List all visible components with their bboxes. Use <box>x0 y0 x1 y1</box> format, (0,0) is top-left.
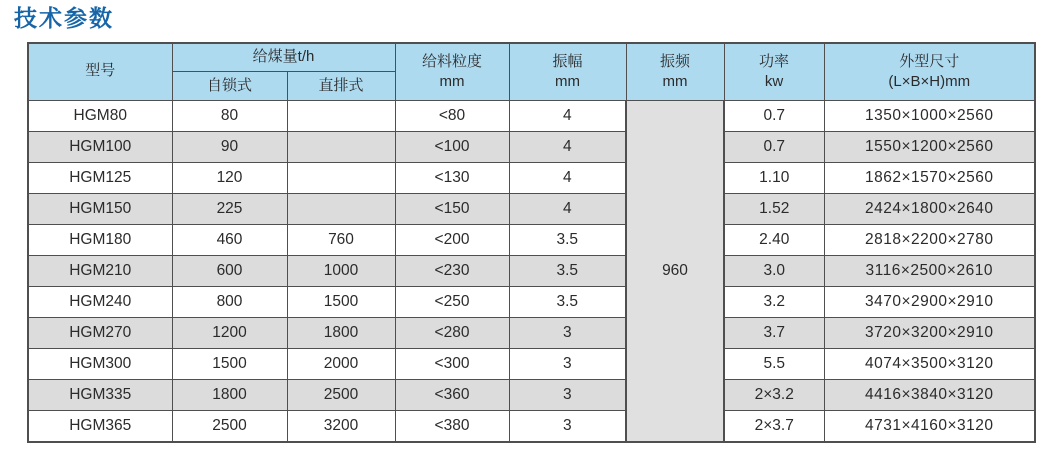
direct-cell <box>287 101 395 132</box>
amplitude-cell: 3.5 <box>509 256 626 287</box>
power-cell: 0.7 <box>724 132 824 163</box>
dimensions-cell: 3470×2900×2910 <box>824 287 1035 318</box>
header-line: mm <box>555 72 580 90</box>
dimensions-cell: 3116×2500×2610 <box>824 256 1035 287</box>
direct-cell: 1000 <box>287 256 395 287</box>
table-row <box>28 380 1035 411</box>
header-line: 外型尺寸 <box>899 53 960 71</box>
direct-cell: 1500 <box>287 287 395 318</box>
model-cell: HGM335 <box>28 380 172 411</box>
technical-parameters-table <box>27 42 1036 443</box>
direct-cell: 3200 <box>287 411 395 442</box>
amplitude-cell: 4 <box>509 132 626 163</box>
dimensions-cell: 1862×1570×2560 <box>824 163 1035 194</box>
particle-size-cell: <150 <box>395 194 509 225</box>
self-locking-cell: 600 <box>172 256 287 287</box>
self-locking-cell: 460 <box>172 225 287 256</box>
direct-cell: 760 <box>287 225 395 256</box>
particle-size-cell: <200 <box>395 225 509 256</box>
amplitude-cell: 3 <box>509 349 626 380</box>
amplitude-cell: 4 <box>509 163 626 194</box>
col-header-amplitude <box>509 43 626 101</box>
table-row <box>28 194 1035 225</box>
model-cell: HGM180 <box>28 225 172 256</box>
self-locking-cell: 80 <box>172 101 287 132</box>
table-row <box>28 318 1035 349</box>
self-locking-cell: 2500 <box>172 411 287 442</box>
particle-size-cell: <250 <box>395 287 509 318</box>
table-row <box>28 256 1035 287</box>
amplitude-cell: 3 <box>509 318 626 349</box>
self-locking-cell: 1500 <box>172 349 287 380</box>
col-header-coal-feed-group: 给煤量t/h <box>172 43 395 72</box>
model-cell: HGM210 <box>28 256 172 287</box>
self-locking-cell: 225 <box>172 194 287 225</box>
self-locking-cell: 120 <box>172 163 287 194</box>
amplitude-cell: 3 <box>509 411 626 442</box>
direct-cell: 2500 <box>287 380 395 411</box>
table-row <box>28 132 1035 163</box>
table-row <box>28 225 1035 256</box>
direct-cell <box>287 194 395 225</box>
col-header-power <box>724 43 824 101</box>
particle-size-cell: <280 <box>395 318 509 349</box>
model-cell: HGM365 <box>28 411 172 442</box>
spec-table-body <box>28 101 1035 442</box>
particle-size-cell: <230 <box>395 256 509 287</box>
self-locking-cell: 800 <box>172 287 287 318</box>
direct-cell: 2000 <box>287 349 395 380</box>
dimensions-cell: 1350×1000×2560 <box>824 101 1035 132</box>
model-cell: HGM80 <box>28 101 172 132</box>
model-cell: HGM150 <box>28 194 172 225</box>
table-row <box>28 101 1035 132</box>
frequency-merged-cell: 960 <box>626 101 724 442</box>
col-header-direct: 直排式 <box>287 72 395 101</box>
power-cell: 0.7 <box>724 101 824 132</box>
amplitude-cell: 3.5 <box>509 225 626 256</box>
dimensions-cell: 2424×1800×2640 <box>824 194 1035 225</box>
direct-cell: 1800 <box>287 318 395 349</box>
dimensions-cell: 1550×1200×2560 <box>824 132 1035 163</box>
col-header-dimensions <box>824 43 1035 101</box>
dimensions-cell: 4074×3500×3120 <box>824 349 1035 380</box>
header-line: 振频 <box>659 53 690 71</box>
amplitude-cell: 3 <box>509 380 626 411</box>
amplitude-cell: 3.5 <box>509 287 626 318</box>
table-header <box>28 43 1035 101</box>
model-cell: HGM270 <box>28 318 172 349</box>
power-cell: 3.0 <box>724 256 824 287</box>
table-row <box>28 349 1035 380</box>
direct-cell <box>287 132 395 163</box>
dimensions-cell: 2818×2200×2780 <box>824 225 1035 256</box>
particle-size-cell: <380 <box>395 411 509 442</box>
col-header-frequency <box>626 43 724 101</box>
self-locking-cell: 1200 <box>172 318 287 349</box>
particle-size-cell: <130 <box>395 163 509 194</box>
direct-cell <box>287 163 395 194</box>
header-line: 功率 <box>758 53 789 71</box>
header-line: (L×B×H)mm <box>888 72 971 90</box>
model-cell: HGM300 <box>28 349 172 380</box>
dimensions-cell: 3720×3200×2910 <box>824 318 1035 349</box>
power-cell: 2.40 <box>724 225 824 256</box>
col-header-model: 型号 <box>28 43 172 101</box>
table-row <box>28 163 1035 194</box>
dimensions-cell: 4416×3840×3120 <box>824 380 1035 411</box>
model-cell: HGM100 <box>28 132 172 163</box>
dimensions-cell: 4731×4160×3120 <box>824 411 1035 442</box>
amplitude-cell: 4 <box>509 194 626 225</box>
model-cell: HGM240 <box>28 287 172 318</box>
amplitude-cell: 4 <box>509 101 626 132</box>
header-row-1 <box>28 43 1035 72</box>
col-header-self-locking: 自锁式 <box>172 72 287 101</box>
header-line: 给料粒度 <box>421 53 482 71</box>
header-line: mm <box>662 72 688 90</box>
header-line: kw <box>764 72 784 90</box>
power-cell: 1.10 <box>724 163 824 194</box>
table-row <box>28 287 1035 318</box>
col-header-particle-size <box>395 43 509 101</box>
particle-size-cell: <100 <box>395 132 509 163</box>
header-line: 振幅 <box>552 53 583 71</box>
particle-size-cell: <300 <box>395 349 509 380</box>
model-cell: HGM125 <box>28 163 172 194</box>
power-cell: 3.7 <box>724 318 824 349</box>
self-locking-cell: 1800 <box>172 380 287 411</box>
power-cell: 2×3.2 <box>724 380 824 411</box>
table-row <box>28 411 1035 442</box>
power-cell: 5.5 <box>724 349 824 380</box>
self-locking-cell: 90 <box>172 132 287 163</box>
header-line: mm <box>439 72 465 90</box>
power-cell: 1.52 <box>724 194 824 225</box>
power-cell: 2×3.7 <box>724 411 824 442</box>
page-title: 技术参数 <box>14 5 114 31</box>
particle-size-cell: <360 <box>395 380 509 411</box>
power-cell: 3.2 <box>724 287 824 318</box>
particle-size-cell: <80 <box>395 101 509 132</box>
